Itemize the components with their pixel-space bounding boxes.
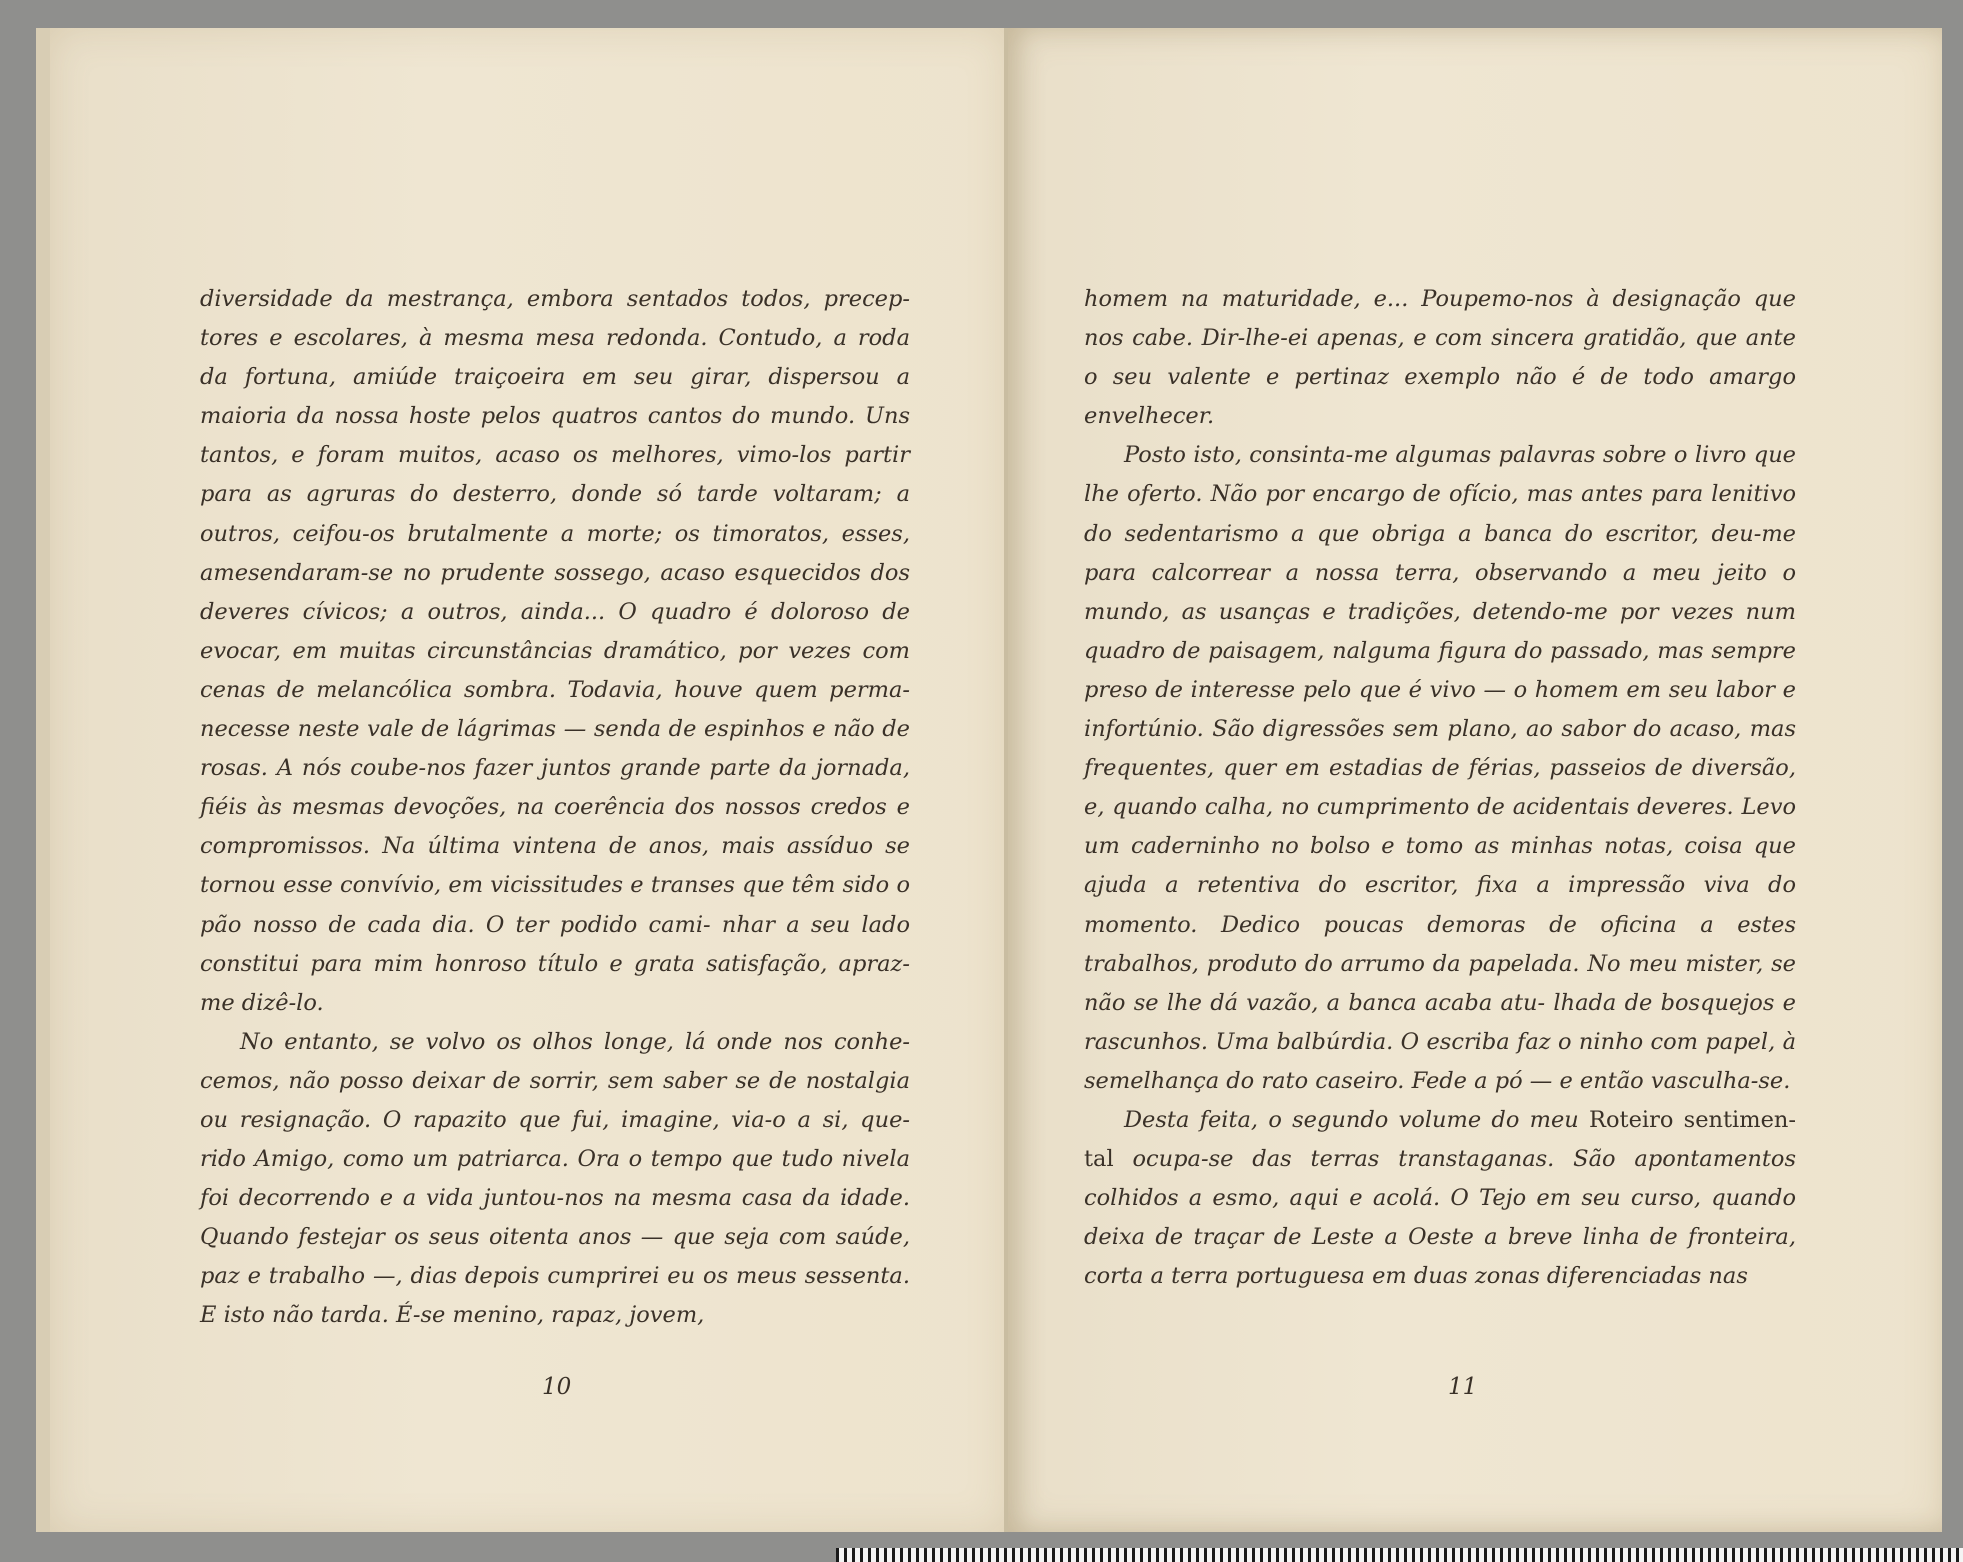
left-page	[36, 28, 1006, 1532]
book-spread	[36, 28, 1942, 1532]
paragraph: No entanto, se volvo os olhos longe, lá onde nos conhe- cemos, não posso deixar de sorrir, sem saber se de nostalgia ou resignação. O rapazito que fui, imagine, via-o a si, que- rido Amigo, como um patriarca. Ora o tempo que tudo nivela foi decorrendo e a vida juntou-nos na mesma casa da idade. Quando festejar os seus oitenta anos — que seja com saúde, paz e trabalho —, dias depois cumprirei eu os meus sessenta. E isto não tarda. É-se menino, rapaz, jovem,	[200, 1028, 910, 1329]
paragraph: Posto isto, consinta-me algumas palavras sobre o livro que lhe oferto. Não por encargo de ofício, mas antes para lenitivo do sedentarismo a que obriga a banca do escritor, deu-me para calcorrear a nossa terra, observando a meu jeito o mundo, as usanças e tradições, detendo-me por vezes num quadro de paisagem, nalguma figura do passado, mas sempre preso de interesse pelo que é vivo — o homem em seu labor e infortúnio. São digressões sem plano, ao sabor do acaso, mas frequentes, quer em estadias de férias, passeios de diversão, e, quando calha, no cumprimento de acidentais deveres. Levo um caderninho no bolso e tomo as minhas notas, coisa que ajuda a retentiva do escritor, fixa a impressão viva do momento. Dedico poucas demoras de oficina a estes trabalhos, produto do arrumo da papelada. No meu mister, se não se lhe dá vazão, a banca acaba atu- lhada de bosquejos e rascunhos. Uma balbúrdia. O escriba faz o ninho com papel, à semelhança do rato caseiro. Fede a pó — e então vasculha-se.	[1084, 442, 1796, 1094]
paragraph: diversidade da mestrança, embora sentados todos, precep- tores e escolares, à mesma mesa redonda. Contudo, a roda da fortuna, amiúde traiçoeira em seu girar, dispersou a maioria da nossa hoste pelos quatros cantos do mundo. Uns tantos, e foram muitos, acaso os melhores, vimo-los partir para as agruras do desterro, donde só tarde voltaram; a outros, ceifou-os brutalmente a morte; os timoratos, esses, amesendaram-se no prudente sossego, acaso esquecidos dos deveres cívicos; a outros, ainda... O quadro é doloroso de evocar, em muitas circunstâncias dramático, por vezes com cenas de melancólica sombra. Todavia, houve quem perma- necesse neste vale de lágrimas — senda de espinhos e não de rosas. A nós coube-nos fazer juntos grande parte da jornada, fiéis às mesmas devoções, na coerência dos nossos credos e compromissos. Na última vintena de anos, mais assíduo se tornou esse convívio, em vicissitudes e transes que têm sido o pão nosso de cada dia. O ter podido cami- nhar a seu lado constitui para mim honroso título e grata satisfação, apraz-me dizê-lo.	[200, 286, 910, 1016]
right-page-text	[1084, 280, 1796, 1296]
paragraph-text: ocupa-se das terras transtaganas. São apontamentos colhidos a esmo, aqui e acolá. O Tejo em seu curso, quando deixa de traçar de Leste a Oeste a breve linha de fronteira, corta a terra portuguesa em duas zonas diferenciadas nas	[1084, 1146, 1796, 1290]
paragraph	[1084, 1101, 1796, 1296]
paragraph-text: Desta feita, o segundo volume do meu	[1124, 1106, 1579, 1133]
right-page	[1008, 28, 1942, 1532]
book-title: Roteiro sentimen- tal	[1084, 1106, 1796, 1173]
scale-bar	[836, 1548, 1963, 1562]
page-number: 11	[1448, 1374, 1478, 1400]
page-number: 10	[542, 1374, 572, 1400]
left-page-text	[200, 280, 910, 1336]
paragraph: homem na maturidade, e... Poupemo-nos à designação que nos cabe. Dir-lhe-ei apenas, e com sincera gratidão, que ante o seu valente e pertinaz exemplo não é de todo amargo envelhecer.	[1084, 286, 1796, 430]
